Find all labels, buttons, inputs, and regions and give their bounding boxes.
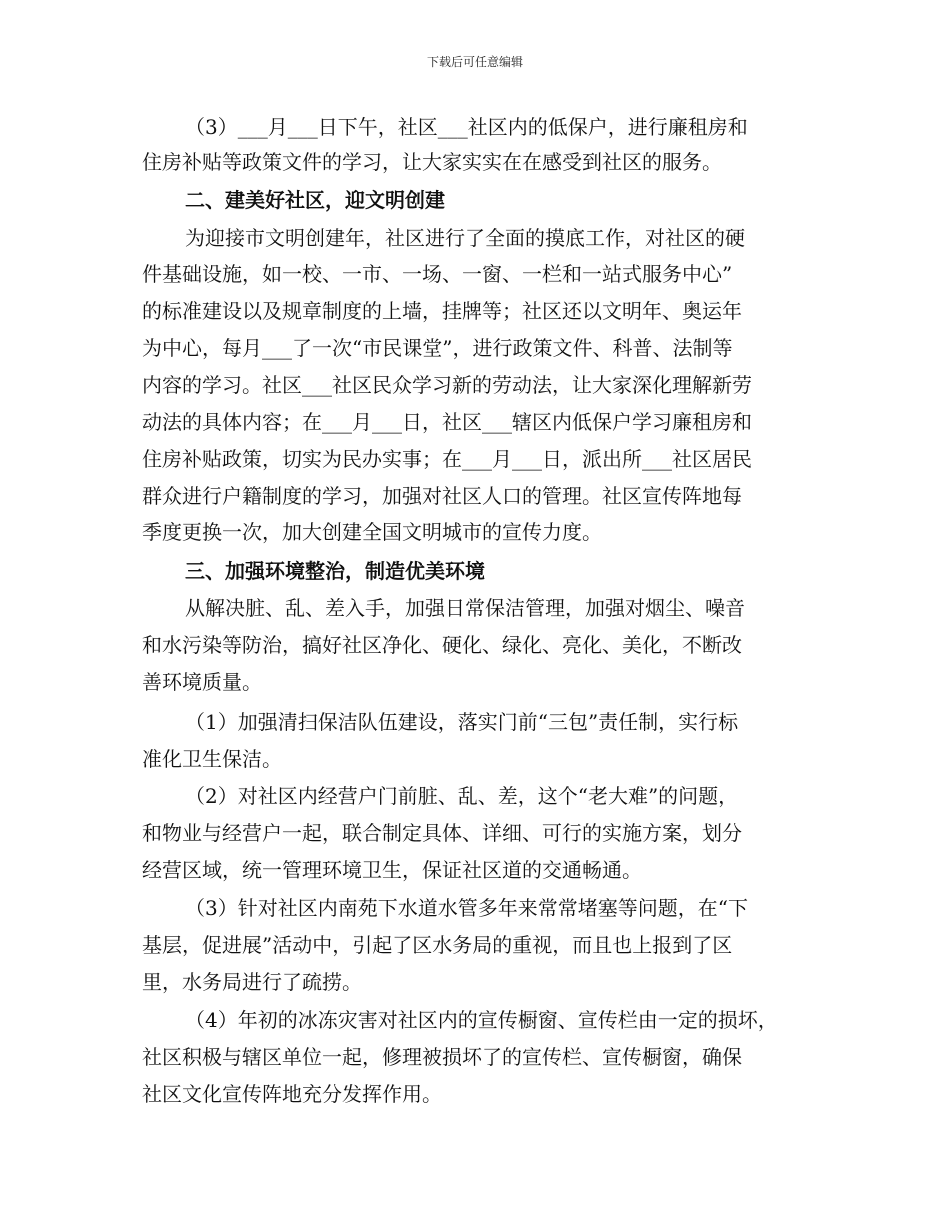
text-line: 为中心，每月___了一次“市民课堂”，进行政策文件、科普、法制等 bbox=[142, 336, 733, 360]
text-line: 群众进行户籍制度的学习，加强对社区人口的管理。社区宣传阵地每 bbox=[142, 484, 742, 508]
text-line: 住房补贴政策，切实为民办实事；在___月___日，派出所___社区居民 bbox=[142, 447, 752, 471]
text-line: 社区文化宣传阵地充分发挥作用。 bbox=[142, 1082, 442, 1106]
section-heading-3: 三、加强环境整治，制造优美环境 bbox=[185, 559, 485, 583]
text-line: 季度更换一次，加大创建全国文明城市的宣传力度。 bbox=[142, 520, 602, 544]
text-line: （2）对社区内经营户门前脏、乱、差，这个“老大难”的问题， bbox=[185, 784, 739, 808]
text-line: 的标准建设以及规章制度的上墙，挂牌等；社区还以文明年、奥运年 bbox=[142, 299, 742, 323]
text-line: 里，水务局进行了疏捞。 bbox=[142, 970, 362, 994]
text-line: （3）___月___日下午，社区___社区内的低保户，进行廉租房和 bbox=[185, 115, 748, 139]
text-line: 为迎接市文明创建年，社区进行了全面的摸底工作，对社区的硬 bbox=[185, 226, 745, 250]
text-line: 经营区域，统一管理环境卫生，保证社区道的交通畅通。 bbox=[142, 858, 642, 882]
section-heading-2: 二、建美好社区，迎文明创建 bbox=[185, 188, 445, 212]
text-line: 内容的学习。社区___社区民众学习新的劳动法，让大家深化理解新劳 bbox=[142, 373, 752, 397]
text-line: 和物业与经营户一起，联合制定具体、详细、可行的实施方案，划分 bbox=[142, 821, 742, 845]
text-line: （3）针对社区内南苑下水道水管多年来常常堵塞等问题，在“下 bbox=[185, 896, 748, 920]
text-line: 件基础设施，如一校、一市、一场、一窗、一栏和一站式服务中心” bbox=[142, 262, 733, 286]
text-line: （4）年初的冰冻灾害对社区内的宣传橱窗、宣传栏由一定的损坏， bbox=[185, 1008, 778, 1032]
text-line: 从解决脏、乱、差入手，加强日常保洁管理，加强对烟尘、噪音 bbox=[185, 596, 745, 620]
text-line: 善环境质量。 bbox=[142, 670, 262, 694]
page-header: 下载后可任意编辑 bbox=[426, 55, 523, 69]
text-line: 准化卫生保洁。 bbox=[142, 747, 282, 771]
text-line: （1）加强清扫保洁队伍建设，落实门前“三包”责任制，实行标 bbox=[185, 710, 739, 734]
text-line: 和水污染等防治，搞好社区净化、硬化、绿化、亮化、美化，不断改 bbox=[142, 633, 742, 657]
text-line: 社区积极与辖区单位一起，修理被损坏了的宣传栏、宣传橱窗，确保 bbox=[142, 1045, 742, 1069]
text-line: 基层，促进展”活动中，引起了区水务局的重视，而且也上报到了区 bbox=[142, 933, 733, 957]
text-line: 住房补贴等政策文件的学习，让大家实实在在感受到社区的服务。 bbox=[142, 150, 722, 174]
text-line: 动法的具体内容；在___月___日，社区___辖区内低保户学习廉租房和 bbox=[142, 410, 752, 434]
